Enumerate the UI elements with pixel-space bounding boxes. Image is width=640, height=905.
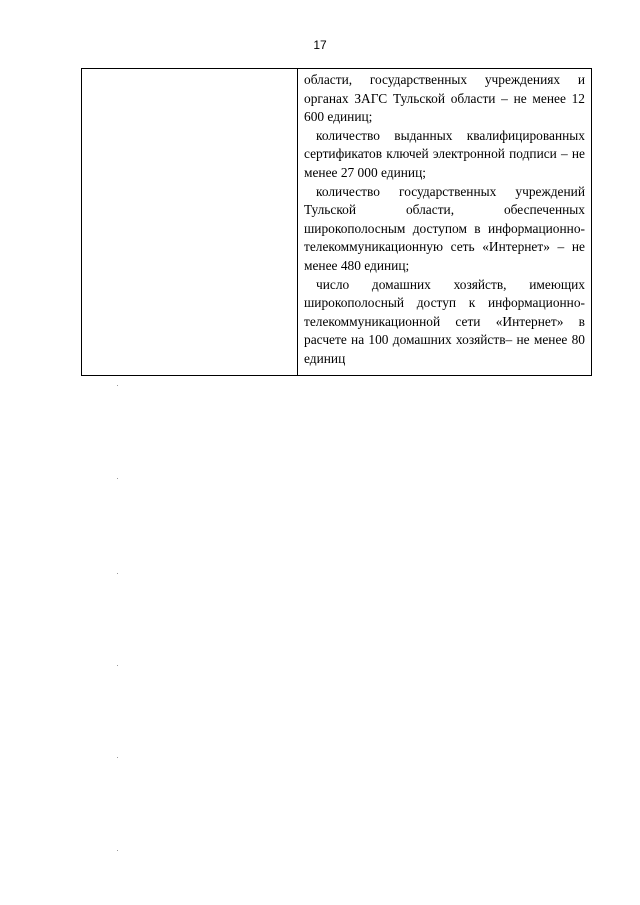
- paragraph-continuation: области, государственных учреждениях и органах ЗАГС Тульской области – не менее 12 600 единиц;: [304, 72, 585, 125]
- paragraph-institutions: количество государственных учреждений Тульской области, обеспеченных широкополосным доступом в информационно-телекоммуникационную сеть «Интернет» – не менее 480 единиц;: [304, 183, 585, 273]
- table-row: [82, 69, 592, 376]
- indicator-table: [81, 68, 592, 376]
- scan-margin-mark: [117, 850, 118, 851]
- scan-margin-mark: [117, 665, 118, 666]
- paragraph-certificates: количество выданных квалифицированных сертификатов ключей электронной подписи – не менее 27 000 единиц;: [304, 127, 585, 180]
- scan-margin-mark: [117, 757, 118, 758]
- scan-margin-mark: [117, 385, 118, 386]
- scan-margin-mark: [117, 573, 118, 574]
- page-number: 17: [313, 38, 327, 52]
- scan-margin-mark: [117, 478, 118, 479]
- paragraph-households: число домашних хозяйств, имеющих широкополосный доступ к информационно-телекоммуникационной сети «Интернет» в расчете на 100 домашних хозяйств– не менее 80 единиц: [304, 276, 585, 366]
- table-cell-left: [82, 69, 298, 376]
- table-cell-right: [298, 69, 592, 376]
